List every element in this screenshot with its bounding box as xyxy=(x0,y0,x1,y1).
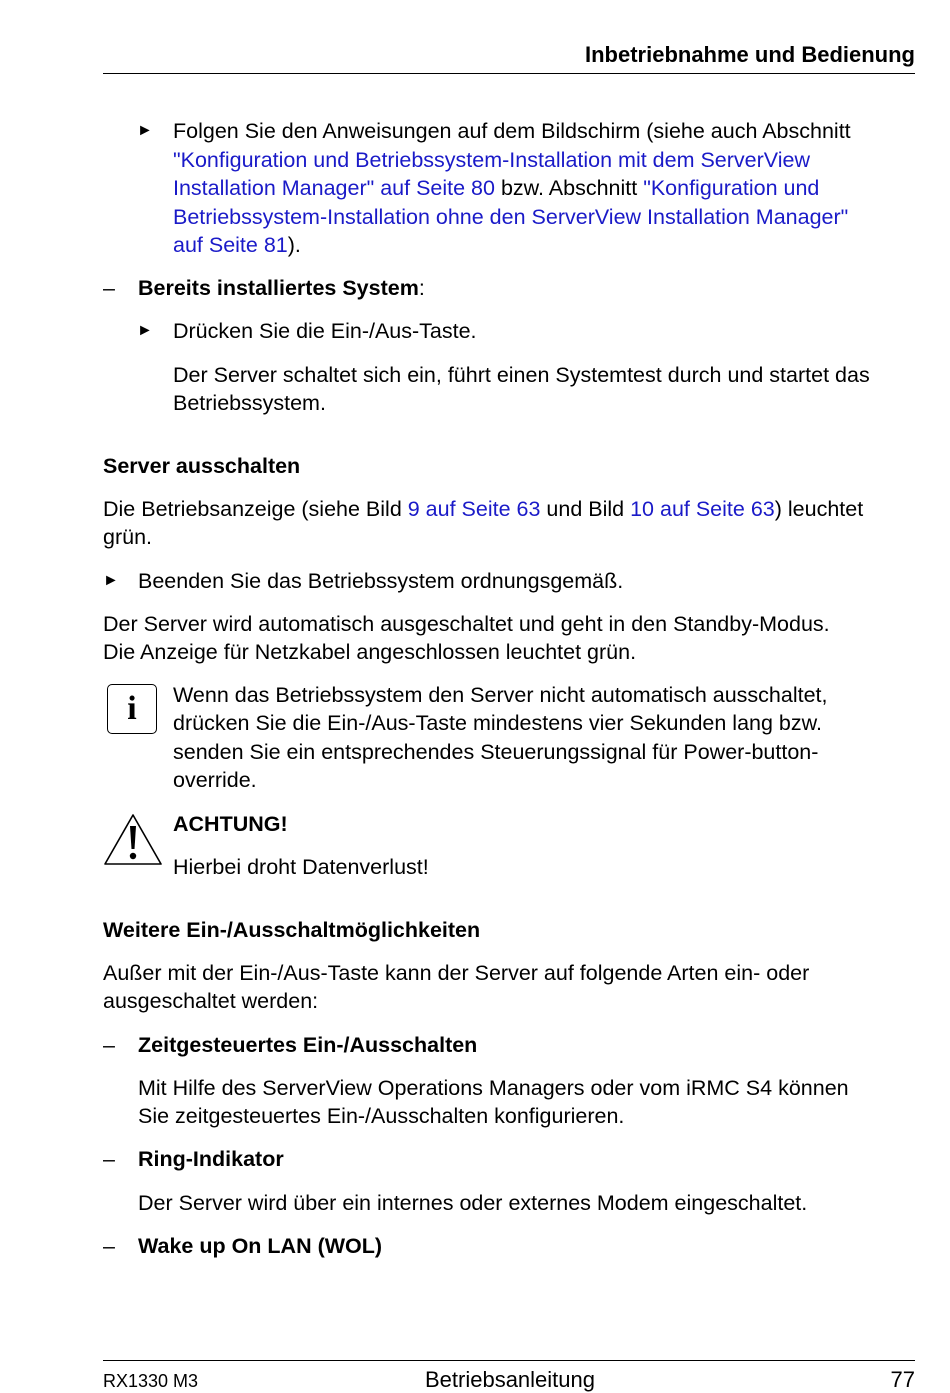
arrow-right-icon: ► xyxy=(137,322,153,339)
paragraph-standby-line2: Die Anzeige für Netzkabel angeschlossen leuchtet grün. xyxy=(103,640,637,664)
link-config-with-installation-manager[interactable]: "Konfiguration und Betriebssystem-Installation mit dem ServerView xyxy=(173,148,811,172)
result-server-starts-line1: Der Server schaltet sich ein, führt einen Systemtest durch und startet das xyxy=(173,363,870,387)
section-heading-server-off: Server ausschalten xyxy=(103,454,301,478)
arrow-right-icon: ► xyxy=(103,572,119,589)
link-bild-9[interactable]: 9 auf Seite 63 xyxy=(407,497,541,521)
link-bild-10[interactable]: 10 auf Seite 63 xyxy=(630,497,775,521)
option-desc-timed-line2: Sie zeitgesteuertes Ein-/Ausschalten konfigurieren. xyxy=(138,1104,625,1128)
text-segment: Die Betriebsanzeige (siehe Bild xyxy=(103,497,408,521)
footer-divider xyxy=(103,1360,915,1361)
text-segment: ) leuchtet xyxy=(774,497,864,521)
step-follow-instructions-line4 xyxy=(173,203,848,232)
paragraph-standby-line1: Der Server wird automatisch ausgeschaltet und geht in den Standby-Modus. xyxy=(103,612,830,636)
installed-system-colon: : xyxy=(418,276,425,300)
list-dash: – xyxy=(103,276,115,300)
option-title-timed: Zeitgesteuertes Ein-/Ausschalten xyxy=(138,1033,478,1057)
list-dash: – xyxy=(103,1147,115,1171)
note-line2: drücken Sie die Ein-/Aus-Taste mindestens vier Sekunden lang bzw. xyxy=(173,711,822,735)
text-segment: und Bild xyxy=(540,497,631,521)
caution-text: Hierbei droht Datenverlust! xyxy=(173,855,429,879)
option-desc-ring-indicator: Der Server wird über ein internes oder externes Modem eingeschaltet. xyxy=(138,1191,808,1215)
step-follow-instructions-line3 xyxy=(173,174,819,203)
list-dash: – xyxy=(103,1234,115,1258)
link-seite-81[interactable]: auf Seite 81 xyxy=(173,233,288,257)
info-icon xyxy=(107,684,157,734)
step-follow-instructions-line2 xyxy=(173,146,810,175)
arrow-right-icon: ► xyxy=(137,122,153,139)
section-heading-more-options: Weitere Ein-/Ausschaltmöglichkeiten xyxy=(103,918,481,942)
warning-triangle-icon xyxy=(102,812,164,868)
caution-title: ACHTUNG! xyxy=(173,812,288,836)
page-number: 77 xyxy=(890,1367,915,1392)
text-closing-paren: ). xyxy=(287,233,301,257)
step-follow-instructions-line1: Folgen Sie den Anweisungen auf dem Bildschirm (siehe auch Abschnitt xyxy=(173,119,851,143)
option-desc-timed-line1: Mit Hilfe des ServerView Operations Managers oder vom iRMC S4 können xyxy=(138,1076,849,1100)
list-dash: – xyxy=(103,1033,115,1057)
step-follow-instructions-line5 xyxy=(173,231,301,260)
note-line1: Wenn das Betriebssystem den Server nicht automatisch ausschaltet, xyxy=(173,683,828,707)
paragraph-more-options-line1: Außer mit der Ein-/Aus-Taste kann der Server auf folgende Arten ein- oder xyxy=(103,961,810,985)
step-press-power-button: Drücken Sie die Ein-/Aus-Taste. xyxy=(173,319,477,343)
footer-doc-title: Betriebsanleitung xyxy=(424,1367,595,1392)
paragraph-more-options-line2: ausgeschaltet werden: xyxy=(103,989,319,1013)
option-title-wol: Wake up On LAN (WOL) xyxy=(138,1234,383,1258)
link-config-with-installation-manager-cont[interactable]: Installation Manager" auf Seite 80 xyxy=(173,176,495,200)
option-title-ring-indicator: Ring-Indikator xyxy=(138,1147,284,1171)
footer-model: RX1330 M3 xyxy=(103,1371,199,1391)
link-config-without-installation-manager-cont[interactable]: Betriebssystem-Installation ohne den ServerView Installation Manager" xyxy=(173,205,849,229)
text-bzw-abschnitt: bzw. Abschnitt xyxy=(494,176,644,200)
note-line3: senden Sie ein entsprechendes Steuerungssignal für Power-button- xyxy=(173,740,819,764)
paragraph-power-indicator-line1 xyxy=(103,495,863,524)
installed-system-title: Bereits installiertes System xyxy=(138,276,419,300)
installed-system-label xyxy=(138,274,425,303)
header-divider xyxy=(103,73,915,74)
info-icon-letter: i xyxy=(127,690,137,727)
running-header-title: Inbetriebnahme und Bedienung xyxy=(584,42,915,67)
result-server-starts-line2: Betriebssystem. xyxy=(173,391,326,415)
step-shutdown-os: Beenden Sie das Betriebssystem ordnungsgemäß. xyxy=(138,569,624,593)
paragraph-power-indicator-line2: grün. xyxy=(103,525,153,549)
link-config-without-installation-manager[interactable]: "Konfiguration und xyxy=(643,176,820,200)
note-line4: override. xyxy=(173,768,257,792)
